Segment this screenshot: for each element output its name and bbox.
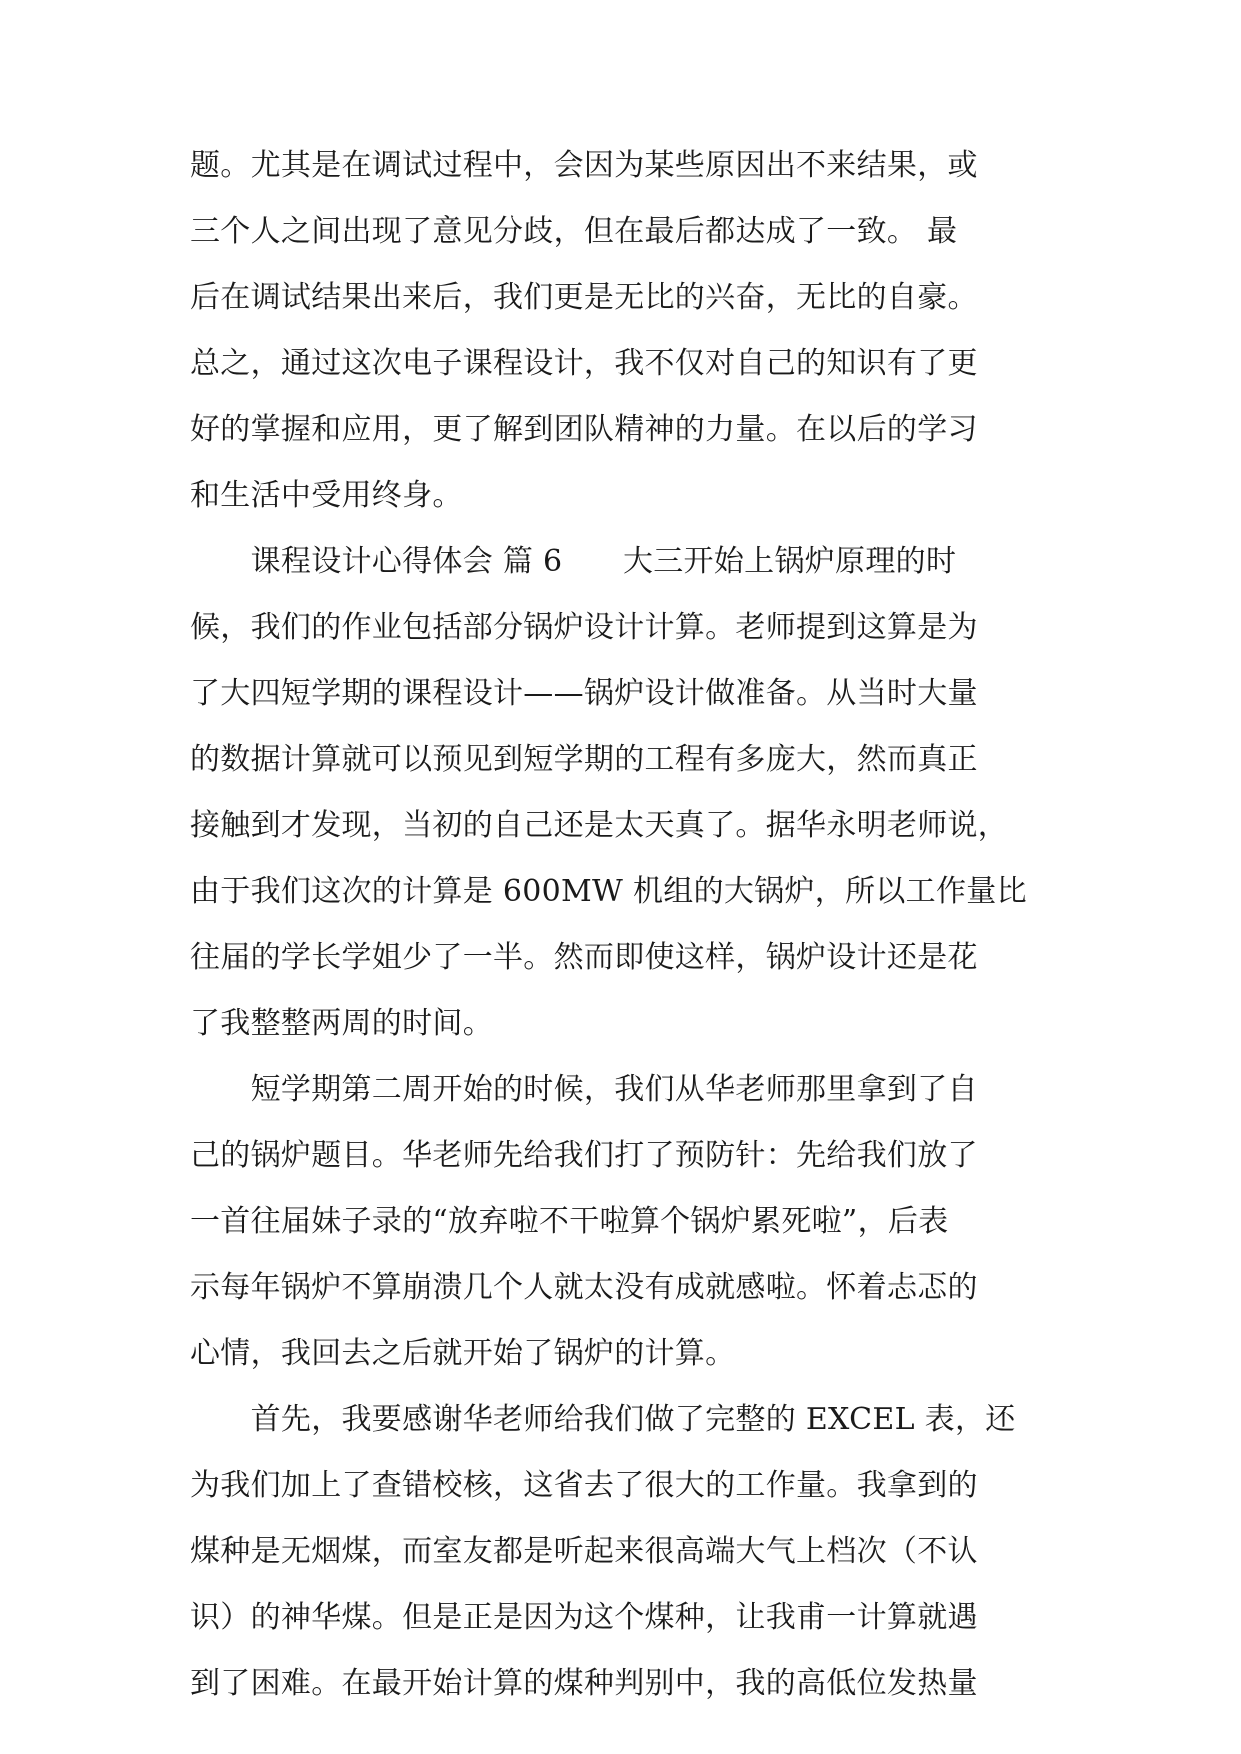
text-line: 题。尤其是在调试过程中，会因为某些原因出不来结果，或	[190, 148, 978, 183]
section-heading-line: 课程设计心得体会 篇 6 大三开始上锅炉原理的时	[190, 544, 957, 579]
text-line: 好的掌握和应用，更了解到团队精神的力量。在以后的学习	[190, 412, 978, 447]
text-line: 首先，我要感谢华老师给我们做了完整的 EXCEL 表，还	[190, 1402, 1016, 1437]
text-line: 总之，通过这次电子课程设计，我不仅对自己的知识有了更	[190, 346, 978, 381]
text-line: 后在调试结果出来后，我们更是无比的兴奋，无比的自豪。	[190, 280, 978, 315]
text-line: 往届的学长学姐少了一半。然而即使这样，锅炉设计还是花	[190, 940, 978, 975]
text-line: 己的锅炉题目。华老师先给我们打了预防针：先给我们放了	[190, 1138, 978, 1173]
text-line: 一首往届妹子录的“放弃啦不干啦算个锅炉累死啦”，后表	[190, 1204, 949, 1239]
text-line: 由于我们这次的计算是 600MW 机组的大锅炉，所以工作量比	[190, 874, 1027, 909]
text-line: 心情，我回去之后就开始了锅炉的计算。	[190, 1336, 736, 1371]
text-line: 示每年锅炉不算崩溃几个人就太没有成就感啦。怀着忐忑的	[190, 1270, 978, 1305]
text-line: 的数据计算就可以预见到短学期的工程有多庞大，然而真正	[190, 742, 978, 777]
text-line: 为我们加上了查错校核，这省去了很大的工作量。我拿到的	[190, 1468, 978, 1503]
text-line: 短学期第二周开始的时候，我们从华老师那里拿到了自	[190, 1072, 978, 1107]
text-line: 候，我们的作业包括部分锅炉设计计算。老师提到这算是为	[190, 610, 978, 645]
text-line: 和生活中受用终身。	[190, 478, 463, 513]
text-line: 了我整整两周的时间。	[190, 1006, 493, 1041]
text-line: 了大四短学期的课程设计——锅炉设计做准备。从当时大量	[190, 676, 978, 711]
text-line: 接触到才发现，当初的自己还是太天真了。据华永明老师说，	[190, 808, 1009, 843]
text-line: 识）的神华煤。但是正是因为这个煤种，让我甫一计算就遇	[190, 1600, 978, 1635]
text-line: 三个人之间出现了意见分歧，但在最后都达成了一致。 最	[190, 214, 958, 249]
text-line: 到了困难。在最开始计算的煤种判别中，我的高低位发热量	[190, 1666, 978, 1701]
text-line: 煤种是无烟煤，而室友都是听起来很高端大气上档次（不认	[190, 1534, 978, 1569]
